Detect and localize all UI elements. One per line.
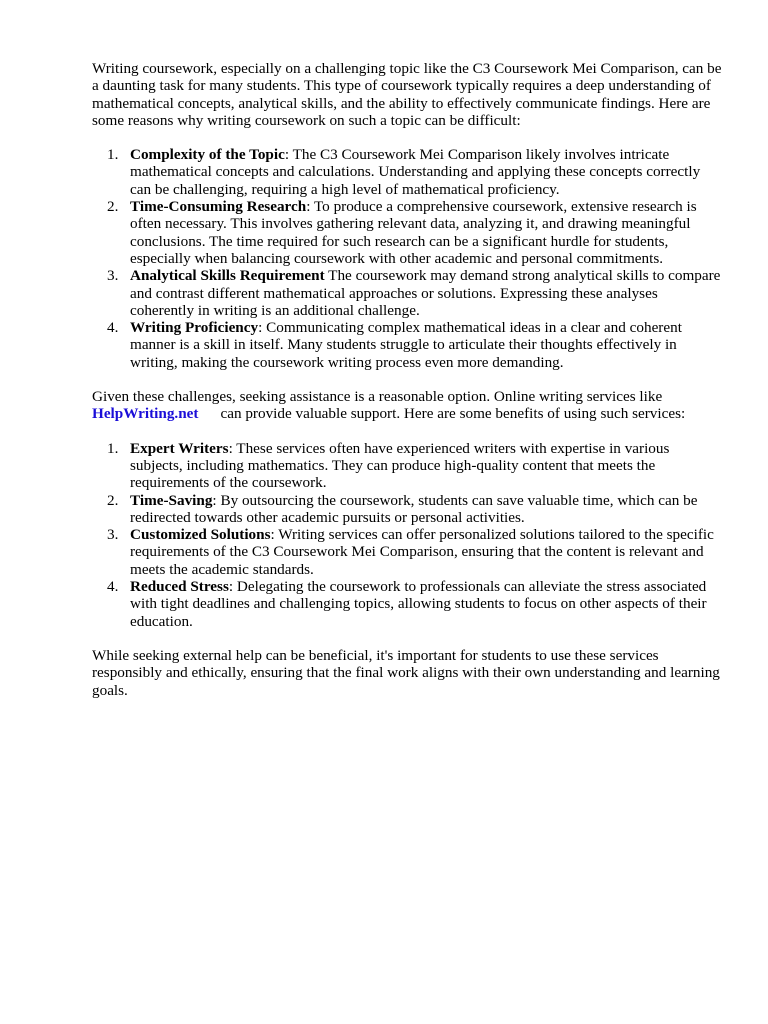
list-text: : To produce a comprehensive coursework, extensive research is often necessary. This involves gathering relevant data, analyzing it, and drawing meaningful conclusions. The time required for such research can be a significant hurdle for students, especially when balancing coursework with other academic and personal commitments. bbox=[130, 198, 697, 267]
list-term: Time-Saving bbox=[130, 491, 213, 509]
list-item bbox=[92, 526, 722, 578]
list-term: Writing Proficiency bbox=[130, 319, 259, 337]
list-text: : The C3 Coursework Mei Comparison likely involves intricate mathematical concepts and calculations. Understanding and applying these concepts correctly can be challenging, requiring a high level of mathematical proficiency. bbox=[130, 146, 701, 198]
given-text-before: Given these challenges, seeking assistance is a reasonable option. Online writing services like bbox=[92, 388, 663, 406]
list-text: : By outsourcing the coursework, students can save valuable time, which can be redirected towards other academic pursuits or personal activities. bbox=[130, 491, 698, 526]
list-item bbox=[92, 319, 722, 371]
list-text: : Communicating complex mathematical ideas in a clear and coherent manner is a skill in itself. Many students struggle to articulate their thoughts effectively in writing, making the coursework writing process even more demanding. bbox=[130, 319, 682, 371]
list-term: Complexity of the Topic bbox=[130, 146, 285, 164]
list-number: 1. bbox=[107, 439, 119, 457]
list-term: Expert Writers bbox=[130, 439, 229, 457]
paragraph-gap bbox=[92, 423, 722, 440]
list-term: Reduced Stress bbox=[130, 578, 229, 596]
list-text: : These services often have experienced writers with expertise in various subjects, including mathematics. They can produce high-quality content that meets the requirements of the coursework. bbox=[130, 439, 670, 492]
list-number: 1. bbox=[107, 146, 119, 164]
list-item bbox=[92, 492, 722, 527]
list-number: 2. bbox=[107, 198, 119, 216]
list-number: 4. bbox=[107, 319, 119, 337]
list-text: The coursework may demand strong analytical skills to compare and contrast different mathematical approaches or solutions. Expressing these analyses coherently in writing is an additional challenge. bbox=[130, 267, 721, 319]
list-number: 3. bbox=[107, 267, 119, 285]
document-page bbox=[92, 60, 722, 699]
list-item bbox=[92, 440, 722, 492]
given-paragraph bbox=[92, 388, 722, 423]
list-item bbox=[92, 578, 722, 630]
list-number: 2. bbox=[107, 491, 119, 509]
closing-paragraph: While seeking external help can be beneficial, it's important for students to use these services responsibly and ethically, ensuring that the final work aligns with their own understanding and learning goals. bbox=[92, 646, 720, 699]
list-number: 3. bbox=[107, 526, 119, 544]
list-item bbox=[92, 267, 722, 319]
list-term: Analytical Skills Requirement bbox=[130, 267, 325, 285]
benefits-list bbox=[92, 440, 722, 630]
helpwriting-link[interactable]: HelpWriting.net bbox=[92, 405, 199, 423]
challenges-list bbox=[92, 146, 722, 371]
list-term: Customized Solutions bbox=[130, 526, 271, 544]
list-item bbox=[92, 146, 722, 198]
list-number: 4. bbox=[107, 578, 119, 596]
list-text: : Delegating the coursework to professionals can alleviate the stress associated with tight deadlines and challenging topics, allowing students to focus on other aspects of their education. bbox=[130, 578, 707, 630]
list-term: Time-Consuming Research bbox=[130, 198, 307, 216]
list-text: : Writing services can offer personalized solutions tailored to the specific requirements of the C3 Coursework Mei Comparison, ensuring that the content is relevant and meets the academic standards. bbox=[130, 526, 714, 578]
intro-paragraph: Writing coursework, especially on a challenging topic like the C3 Coursework Mei Comparison, can be a daunting task for many students. This type of coursework typically requires a deep understanding of mathematical concepts, analytical skills, and the ability to effectively communicate findings. Here are some reasons why writing coursework on such a topic can be difficult: bbox=[92, 60, 722, 129]
given-text-after: can provide valuable support. Here are some benefits of using such services: bbox=[220, 405, 686, 423]
list-item bbox=[92, 198, 722, 267]
